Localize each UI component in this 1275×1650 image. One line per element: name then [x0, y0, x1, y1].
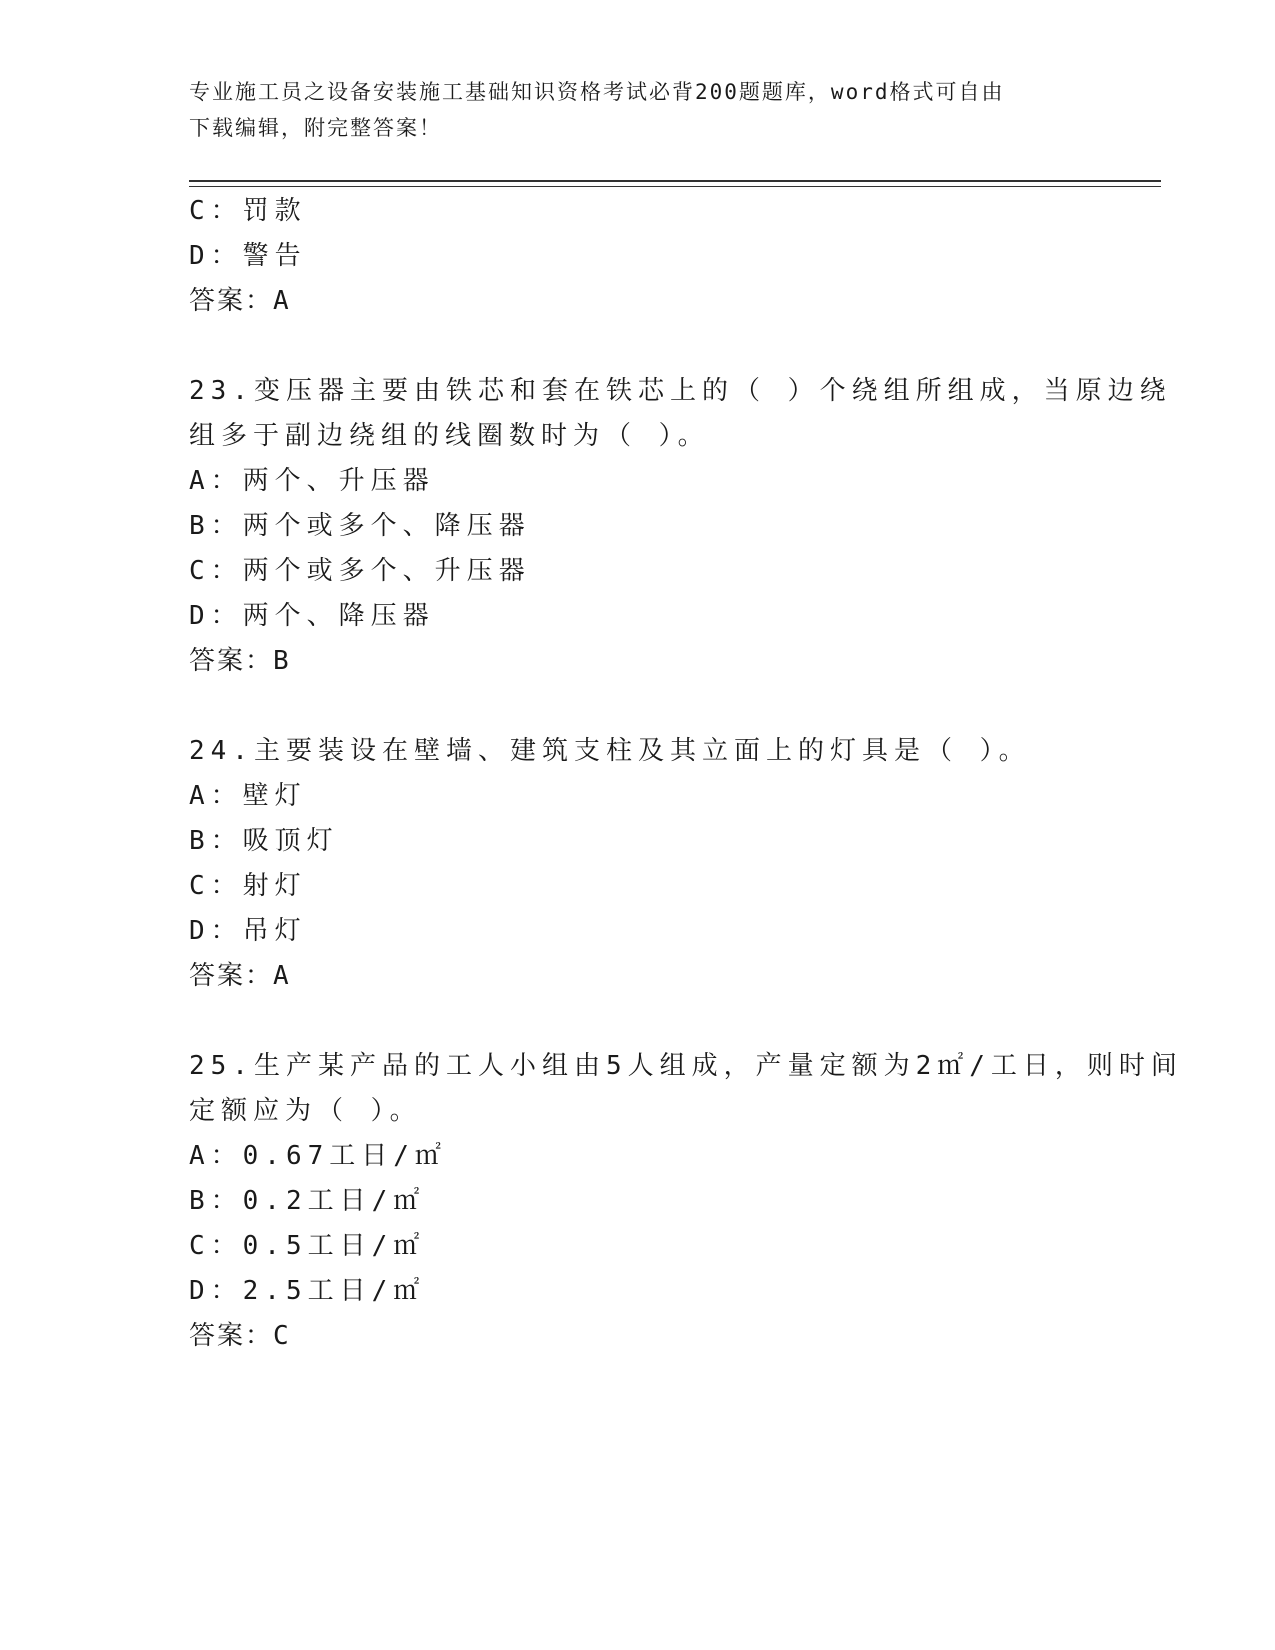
- q25-option-b: B：0.2工日/㎡: [189, 1186, 426, 1216]
- q23-stem-line-2: 组多于副边绕组的线圈数时为（ ）。: [189, 421, 710, 451]
- q24-answer: 答案：A: [189, 961, 291, 991]
- q22-option-c: C：罚款: [189, 196, 307, 226]
- header-divider-thick: [189, 180, 1161, 182]
- q25-option-c: C：0.5工日/㎡: [189, 1231, 426, 1261]
- q25-option-a: A：0.67工日/㎡: [189, 1141, 447, 1171]
- q24-option-b: B：吸顶灯: [189, 826, 339, 856]
- q24-option-d: D：吊灯: [189, 916, 307, 946]
- q24-option-c: C：射灯: [189, 871, 307, 901]
- q23-option-b: B：两个或多个、降压器: [189, 511, 531, 541]
- document-header: [189, 74, 1089, 146]
- q24-stem-line-1: 24.主要装设在壁墙、建筑支柱及其立面上的灯具是（ ）。: [189, 736, 1031, 766]
- q25-stem-line-2: 定额应为（ ）。: [189, 1096, 422, 1126]
- q24-option-a: A：壁灯: [189, 781, 307, 811]
- q25-answer: 答案：C: [189, 1321, 291, 1351]
- header-line-2: 下载编辑，附完整答案！: [189, 116, 442, 140]
- q23-option-a: A：两个、升压器: [189, 466, 435, 496]
- q23-stem-line-1: 23.变压器主要由铁芯和套在铁芯上的（ ）个绕组所组成，当原边绕: [189, 376, 1172, 406]
- q23-option-d: D：两个、降压器: [189, 601, 435, 631]
- q22-answer: 答案：A: [189, 286, 291, 316]
- q23-option-c: C：两个或多个、升压器: [189, 556, 531, 586]
- header-line-1: 专业施工员之设备安装施工基础知识资格考试必背200题题库，word格式可自由: [189, 80, 1005, 104]
- q25-stem-line-1: 25.生产某产品的工人小组由5人组成，产量定额为2㎡/工日，则时间: [189, 1051, 1183, 1081]
- q22-option-d: D：警告: [189, 241, 307, 271]
- header-divider-thin: [189, 186, 1161, 187]
- q25-option-d: D：2.5工日/㎡: [189, 1276, 426, 1306]
- q23-answer: 答案：B: [189, 646, 291, 676]
